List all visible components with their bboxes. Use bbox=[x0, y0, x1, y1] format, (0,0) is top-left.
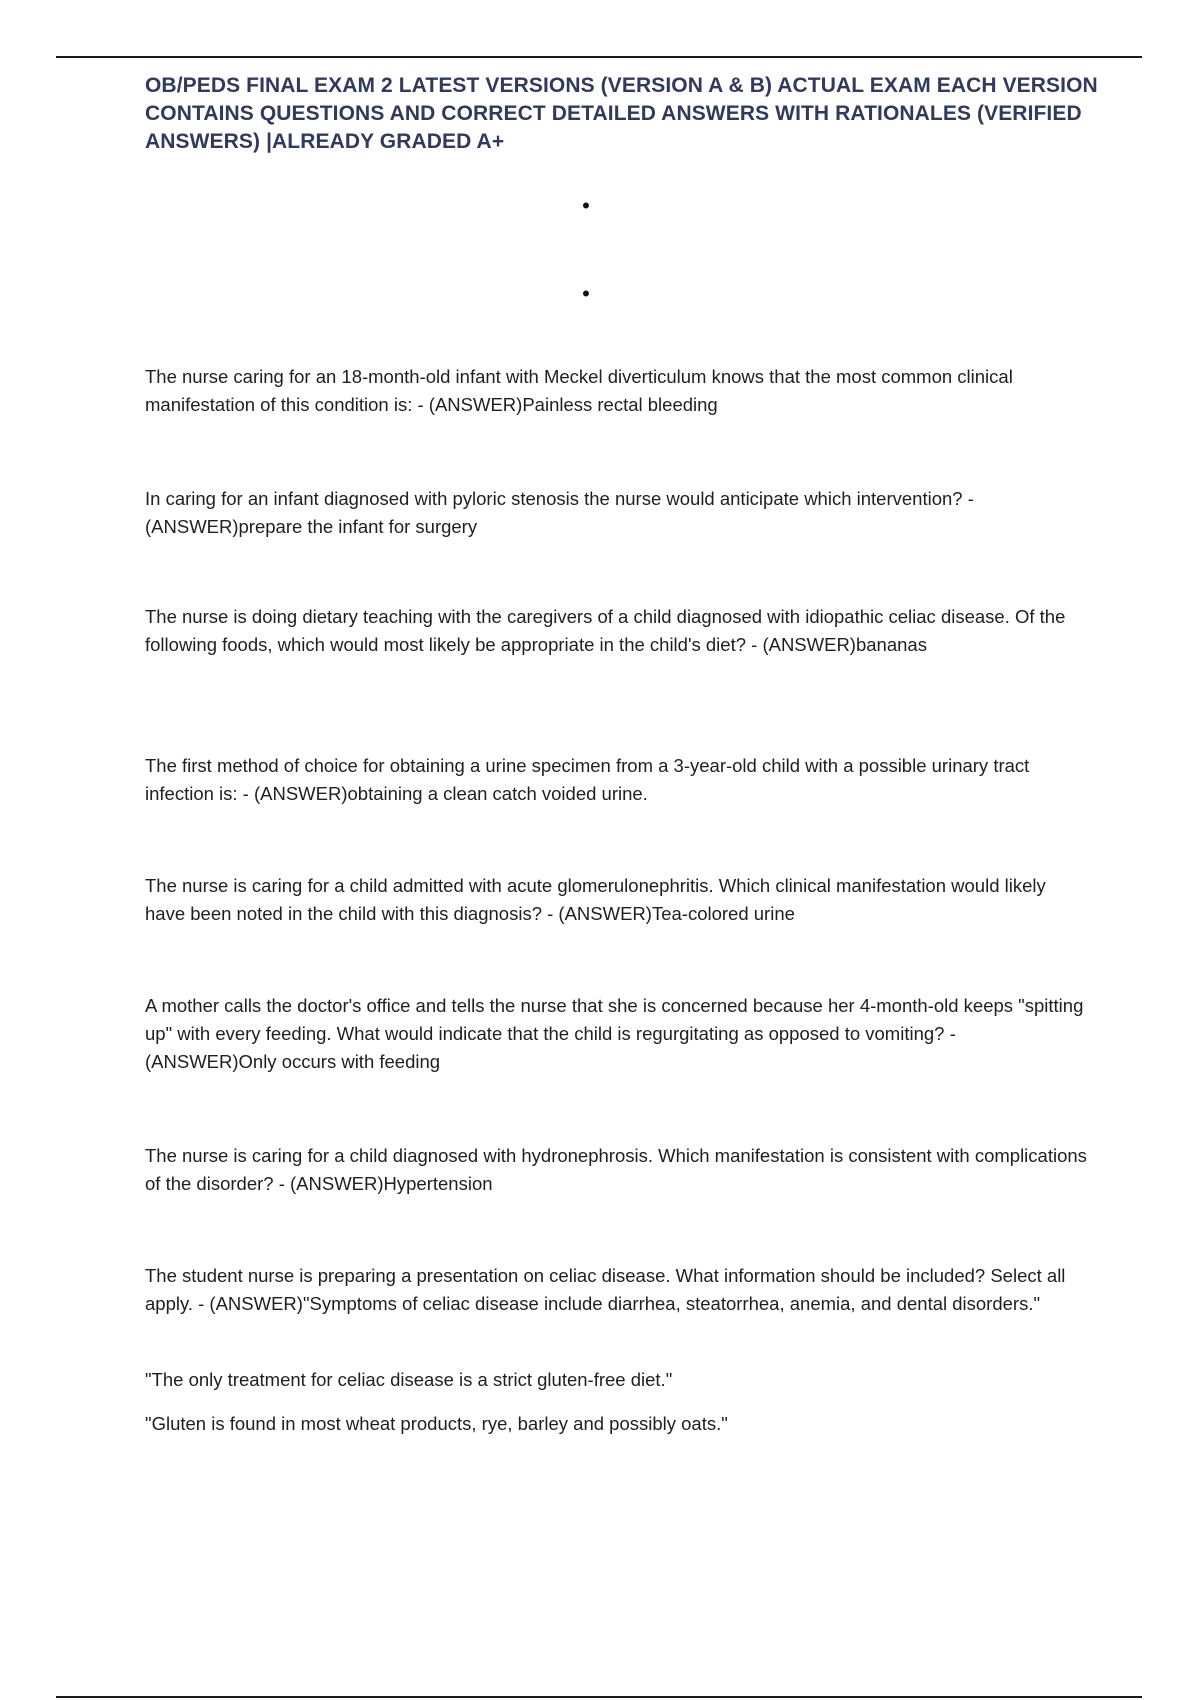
question-1: The nurse caring for an 18-month-old infant with Meckel diverticulum knows that the most common clinical manifestation of this condition is: - (ANSWER)Painless rectal bleeding bbox=[145, 366, 1013, 415]
extra-answer-1: "The only treatment for celiac disease is a strict gluten-free diet." bbox=[145, 1369, 673, 1390]
question-6: A mother calls the doctor's office and tells the nurse that she is concerned because her 4-month-old keeps "spitting up" with every feeding. What would indicate that the child is regurgitating as opposed to vomiting? - (ANSWER)Only occurs with feeding bbox=[145, 995, 1084, 1072]
extra-answer-2: "Gluten is found in most wheat products, rye, barley and possibly oats." bbox=[145, 1413, 728, 1434]
question-8: The student nurse is preparing a presentation on celiac disease. What information should be included? Select all apply. - (ANSWER)"Symptoms of celiac disease include diarrhea, steatorrhea, anemia, and dental disorders." bbox=[145, 1265, 1066, 1314]
bullet-1: • bbox=[582, 193, 590, 218]
top-rule bbox=[56, 56, 1142, 58]
question-3: The nurse is doing dietary teaching with the caregivers of a child diagnosed with idiopathic celiac disease. Of the following foods, which would most likely be appropriate in the child's diet? - (ANSWER)bananas bbox=[145, 606, 1066, 655]
question-4: The first method of choice for obtaining a urine specimen from a 3-year-old child with a possible urinary tract infection is: - (ANSWER)obtaining a clean catch voided urine. bbox=[145, 755, 1030, 804]
bullet-2: • bbox=[582, 281, 590, 306]
bottom-rule bbox=[56, 1696, 1142, 1698]
question-2: In caring for an infant diagnosed with pyloric stenosis the nurse would anticipate which intervention? - (ANSWER)prepare the infant for surgery bbox=[145, 488, 974, 537]
question-5: The nurse is caring for a child admitted with acute glomerulonephritis. Which clinical manifestation would likely have been noted in the child with this diagnosis? - (ANSWER)Tea-colored urine bbox=[145, 875, 1046, 924]
question-7: The nurse is caring for a child diagnosed with hydronephrosis. Which manifestation is consistent with complications of the disorder? - (ANSWER)Hypertension bbox=[145, 1145, 1087, 1194]
document-title: OB/PEDS FINAL EXAM 2 LATEST VERSIONS (VERSION A & B) ACTUAL EXAM EACH VERSION CONTAINS QUESTIONS AND CORRECT DETAILED ANSWERS WITH RATIONALES (VERIFIED ANSWERS) |ALREADY GRADED A+ bbox=[145, 74, 1098, 153]
